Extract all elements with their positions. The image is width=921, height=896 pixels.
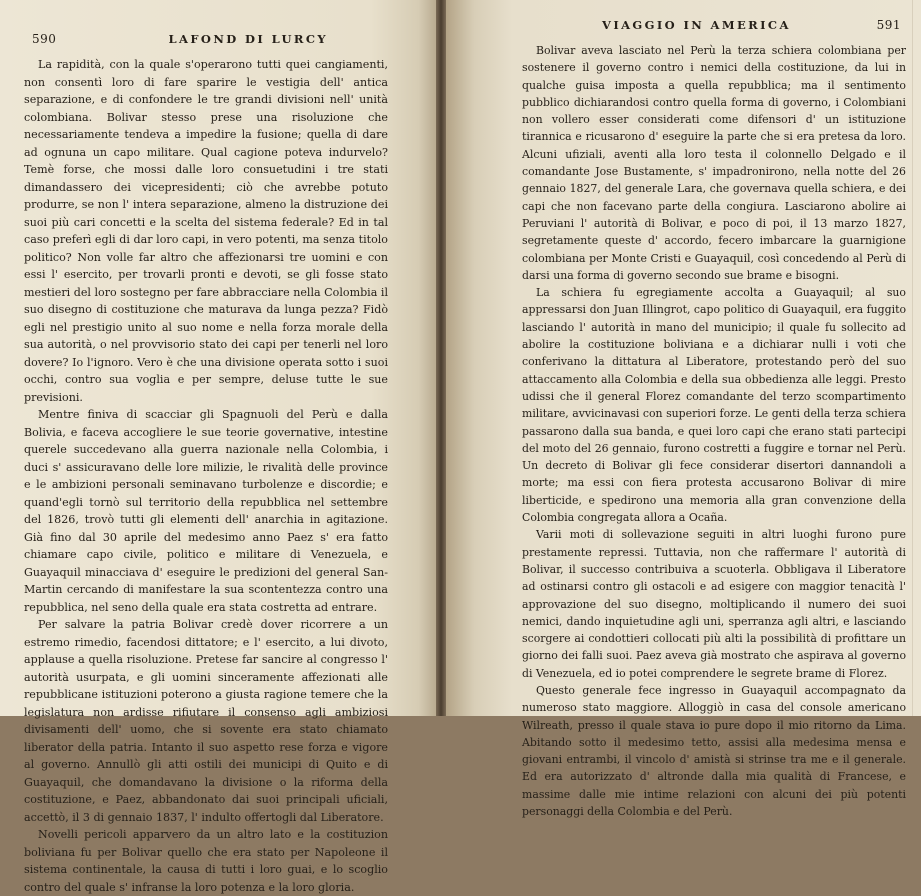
right-page-text xyxy=(522,42,906,820)
paragraph: Per salvare la patria Bolivar credè dover ricorrere a un estremo rimedio, facendosi dittatore; e l' esercito, a lui divoto, applause a quella risoluzione. Pretese far sancire al congresso l' autorità usurpata, e gli uomini sinceramente affezionati alle repubblicane istituzioni poterono a giusta ragione temere che la legislatura non ardisse rifiutare il consenso agli ambiziosi divisamenti dell' uomo, che si sovente era stato chiamato liberator della patria. Intanto il suo aspetto rese forza e vigore al governo. Annullò gli atti ostili dei municipi di Quito e di Guayaquil, che domandavano la divisione o la riforma della costituzione, e Paez, abbandonato dai suoi principali uficiali, accettò, il 3 di gennaio 1837, l' indulto offertogli dal Liberatore. xyxy=(24,618,388,824)
left-page xyxy=(0,0,436,894)
left-running-head xyxy=(24,32,426,50)
paragraph: Varii moti di sollevazione seguiti in altri luoghi furono pure prestamente repressi. Tuttavia, non che raffermare l' autorità di Bolivar, il successo contribuiva a scuoterla. Obbligava il Liberatore ad ostinarsi contro gli ostacoli e ad esigere con maggior tenacità l' approvazione del suo disegno, moltiplicando il numero dei suoi nemici, dando inquietudine agli uni, sperranza agli altri, e lasciando scorgere ai condottieri collocati più alti la possibilità di profittare un giorno dei falli suoi. Paez aveva già mostrato che aspirava al governo di Venezuela, ed io potei comprendere le segrete brame di Florez. xyxy=(522,528,906,680)
paragraph: La rapidità, con la quale s'operarono tutti quei cangiamenti, non consentì loro di fare sparire le vestigia dell' antica separazione, e di confondere le tre grandi divisioni nell' unità colombiana. Bolivar stesso prese una risoluzione che necessariamente tendeva a impedire la fusione; quella di dare ad ognuna un capo militare. Qual cagione poteva indurvelo? Temè forse, che mossi dalle loro consuetudini i tre stati dimandassero dei vicepresidenti; ciò che avrebbe potuto produrre, se non l' intera separazione, almeno la distruzione dei suoi più cari concetti e la scelta del sistema federale? Ed in tal caso preferì egli di dar loro capi, in vero potenti, ma senza titolo politico? Non volle far altro che affezionarsi tre uomini e con essi l' esercito, per trovarli pronti e devoti, se gli fosse stato mestieri del loro sostegno per fare abbracciare nella Colombia il suo disegno di costituzione che maturava da lunga pezza? Fidò egli nel prestigio unito al suo nome e nella forza morale della sua autorità, o nel provvisorio stato dei capi per tenerli nel loro dovere? Io l'ignoro. Vero è che una divisione operata sotto i suoi occhi, contro sua voglia e per sempre, deluse tutte le sue previsioni. xyxy=(24,58,388,404)
paragraph: Questo generale fece ingresso in Guayaquil accompagnato da numeroso stato maggiore. Alloggiò in casa del console americano Wilreath, presso il quale stava io pure dopo il mio ritorno da Lima. Abitando sotto il medesimo tetto, assisi alla medesima mensa e giovani entrambi, il vincolo d' amistà si strinse tra me e il generale. Ed era autorizzato d' altronde dalla mia qualità di Francese, e massime dalle mie intime relazioni con alcuni dei più potenti personaggi della Colombia e del Perù. xyxy=(522,683,906,819)
paragraph: La schiera fu egregiamente accolta a Guayaquil; al suo appressarsi don Juan Illingrot, capo politico di Guayaquil, era fuggito lasciando l' autorità in mano del municipio; il quale fu sollecito ad abolire la costituzione boliviana e a dichiarar nulli i voti che conferivano la dittatura al Liberatore, protestando però del suo attaccamento alla Colombia e della sua obbedienza alle leggi. Presto udissi che il general Florez comandante del terzo scompartimento militare, avvicinavasi con superiori forze. Le genti della terza schiera passarono dalla sua banda, e quei loro capi che erano stati partecipi del moto del 26 gennaio, furono costretti a fuggire e tornar nel Perù. Un decreto di Bolivar gli fece considerar disertori dannandoli a morte; ma essi con fiera protesta accusarono Bolivar di mire liberticide, e spedirono una memoria alla gran convenzione della Colombia congregata allora a Ocaña. xyxy=(522,286,906,525)
book-gutter xyxy=(436,0,446,716)
right-page-number: 591 xyxy=(876,18,901,32)
left-page-text xyxy=(24,56,388,896)
right-page xyxy=(446,0,921,819)
paragraph: Mentre finiva di scacciar gli Spagnuoli del Perù e dalla Bolivia, e faceva accogliere le sue teorie governative, intestine querele succedevano alla guerra nazionale nella Colombia, i duci s' assicuravano delle lore milizie, le rivalità delle province e le ambizioni personali seminavano turbolenze e discordie; e quand'egli tornò sul territorio della repubblica nel settembre del 1826, trovò tutti gli elementi dell' anarchia in agitazione. Già fino dal 30 aprile del medesimo anno Paez s' era fatto chiamare capo civile, politico e militare di Venezuela, e Guayaquil minacciava d' eseguire le predizioni del general San-Martin cercando di manifestare la sua scontentezza contro una repubblica, nel seno della quale era stata costretta ad entrare. xyxy=(24,408,388,614)
right-running-title: VIAGGIO IN AMERICA xyxy=(602,18,791,32)
left-page-number: 590 xyxy=(32,32,57,46)
right-running-head xyxy=(522,18,901,36)
page-edge-rule xyxy=(912,0,913,716)
left-running-title: LAFOND DI LURCY xyxy=(168,32,328,46)
paragraph: Bolivar aveva lasciato nel Perù la terza schiera colombiana per sostenere il governo contro i nemici della costituzione, da lui in qualche guisa imposta a quella repubblica; ma il sentimento pubblico dichiarandosi contro quella forma di governo, i Colombiani non vollero esser considerati come difensori d' un istituzione tirannica e ricusarono d' eseguire la parte che si era pretesa da loro. Alcuni ufiziali, aventi alla loro testa il colonnello Delgado e il comandante Jose Bustamente, s' impadronirono, nella notte del 26 gennaio 1827, del generale Lara, che governava quella schiera, e dei capi che non facevano parte della congiura. Lasciarono abolire ai Peruviani l' autorità di Bolivar, e poco di poi, il 13 marzo 1827, segretamente queste d' accordo, fecero imbarcare la guarnigione colombiana per Monte Cristi e Guayaquil, così concedendo al Perù di darsi una forma di governo secondo sue brame e bisogni. xyxy=(522,44,906,282)
paragraph: Novelli pericoli apparvero da un altro lato e la costituzion boliviana fu per Bolivar quello che era stato per Napoleone il sistema continentale, la causa di tutti i loro guai, e lo scoglio contro del quale s' infranse la loro potenza e la loro gloria. xyxy=(24,828,388,894)
